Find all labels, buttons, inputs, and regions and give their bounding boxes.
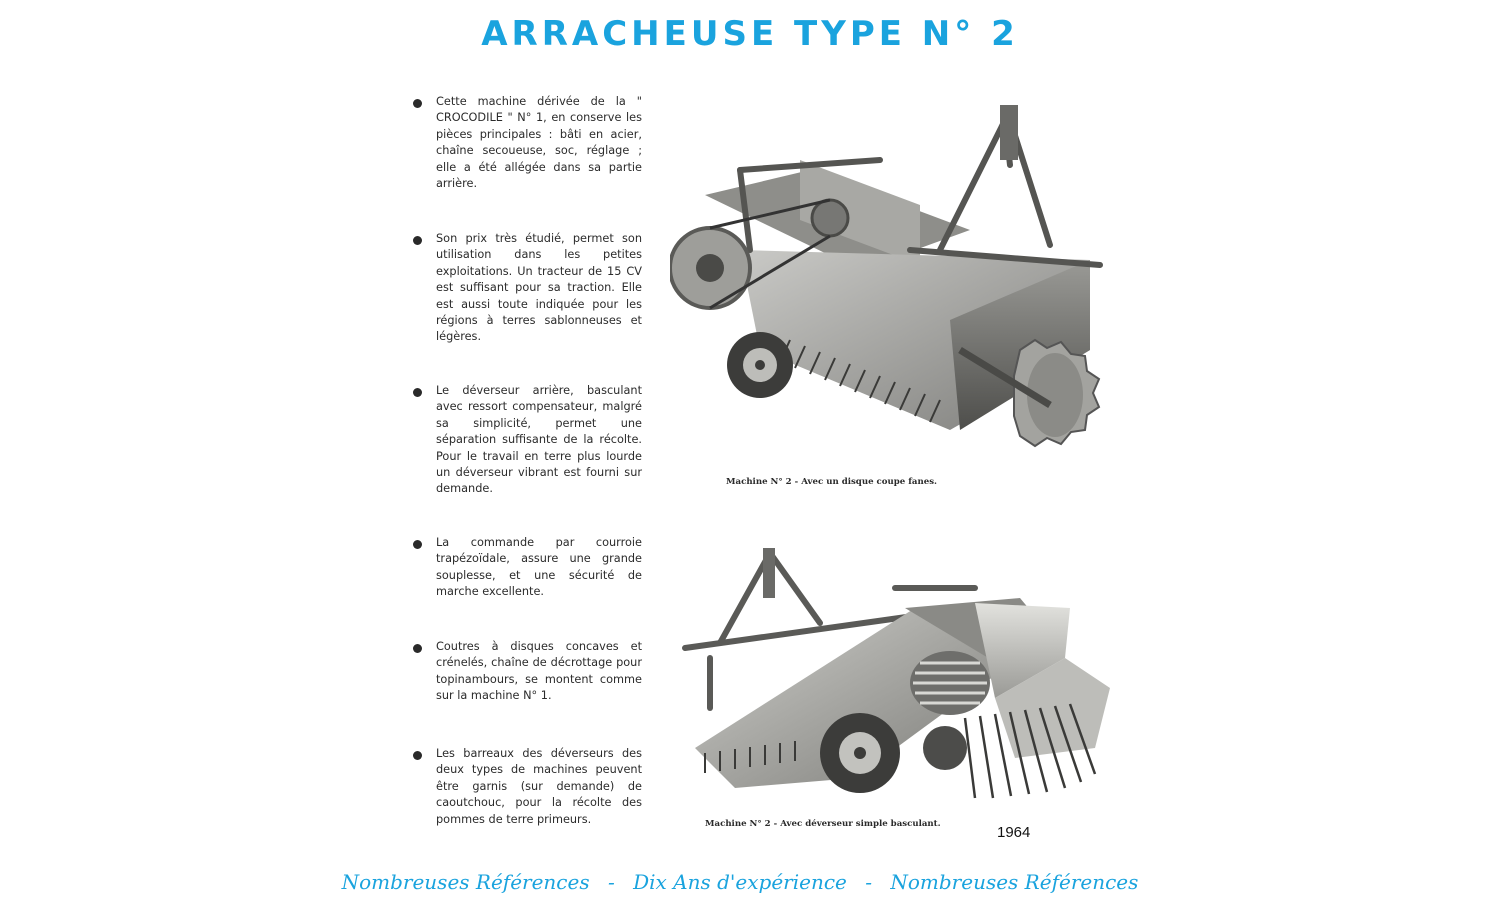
list-item-text: Le déverseur arrière, basculant avec ressort compensateur, malgré sa simplicité, permet une séparation suffisante de la récolte. Pour le travail en terre plus lourde un déverseur vibrant est fourni sur demande. <box>436 384 642 496</box>
bullet-icon <box>413 751 422 760</box>
year-label: 1964 <box>997 824 1031 841</box>
list-item <box>410 383 642 498</box>
footer-separator: - <box>607 870 615 894</box>
bullet-icon <box>413 99 422 108</box>
footer-separator: - <box>865 870 873 894</box>
caption-top: Machine N° 2 - Avec un disque coupe fanes. <box>726 477 938 487</box>
bullet-icon <box>413 540 422 549</box>
machine-photo-disc <box>670 100 1130 470</box>
footer-part: Nombreuses Références <box>341 870 590 894</box>
bullet-icon <box>413 644 422 653</box>
list-item-text: Les barreaux des déverseurs des deux types de machines peuvent être garnis (sur demande) de caoutchouc, pour la récolte des pommes de terre primeurs. <box>436 747 642 826</box>
caption-bottom: Machine N° 2 - Avec déverseur simple basculant. <box>705 819 941 829</box>
list-item <box>410 639 642 705</box>
list-item <box>410 231 642 346</box>
list-item <box>410 535 642 601</box>
bullet-icon <box>413 236 422 245</box>
page-title: ARRACHEUSE TYPE N° 2 <box>481 14 1019 54</box>
footer-part: Dix Ans d'expérience <box>633 870 847 894</box>
footer-slogan <box>0 870 1480 894</box>
list-item <box>410 94 642 192</box>
machine-photo-deflector <box>675 548 1120 818</box>
list-item-text: Son prix très étudié, permet son utilisation dans les petites exploitations. Un tracteur de 15 CV est suffisant pour sa traction. Elle est aussi toute indiquée pour les régions à terres sablonneuses et légères. <box>436 232 642 344</box>
list-item-text: Coutres à disques concaves et crénelés, chaîne de décrottage pour topinambours, se montent comme sur la machine N° 1. <box>436 640 642 703</box>
list-item-text: Cette machine dérivée de la " CROCODILE " N° 1, en conserve les pièces principales : bâti en acier, chaîne secoueuse, soc, réglage ; elle a été allégée dans sa partie arrière. <box>436 95 642 191</box>
list-item-text: La commande par courroie trapézoïdale, assure une grande souplesse, et une sécurité de marche excellente. <box>436 536 642 599</box>
list-item <box>410 746 642 828</box>
footer-part: Nombreuses Références <box>890 870 1139 894</box>
bullet-icon <box>413 388 422 397</box>
